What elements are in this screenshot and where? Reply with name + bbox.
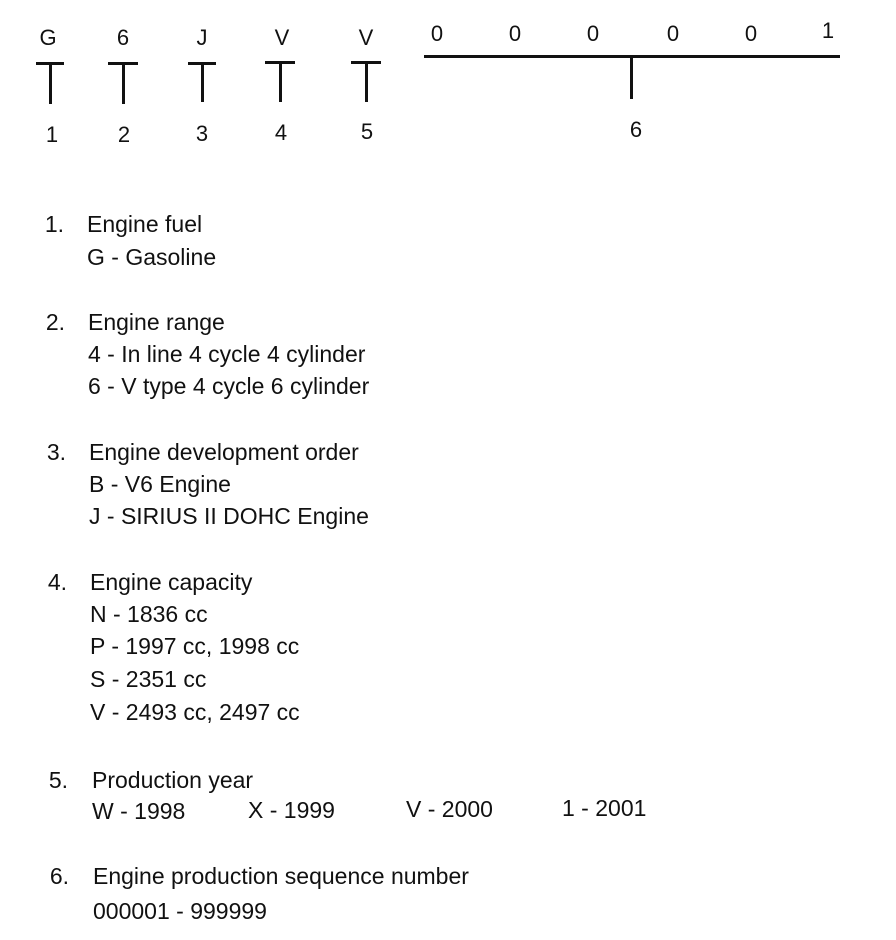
sequence-bracket-stem: [630, 55, 633, 99]
legend-line: V - 2493 cc, 2497 cc: [90, 699, 300, 725]
legend-number: 4.: [47, 569, 67, 595]
legend-line: P - 1997 cc, 1998 cc: [90, 633, 300, 659]
tee-marker-2-stem: [122, 62, 125, 104]
position-number-1: 1: [45, 122, 59, 147]
position-number-6: 6: [629, 117, 643, 142]
legend-line: 6 - V type 4 cycle 6 cylinder: [88, 373, 370, 399]
sequence-digit-5: 0: [744, 21, 758, 46]
code-char-4: V: [274, 25, 290, 50]
sequence-digit-3: 0: [586, 21, 600, 46]
legend-line: B - V6 Engine: [89, 471, 231, 497]
code-char-5: V: [358, 25, 374, 50]
position-number-2: 2: [117, 122, 131, 147]
position-number-4: 4: [274, 120, 288, 145]
year-entry-1: 1 - 2001: [562, 795, 647, 821]
code-char-3: J: [196, 25, 208, 50]
legend-number: 6.: [49, 863, 69, 889]
sequence-digit-6: 1: [821, 18, 835, 43]
code-char-2: 6: [116, 25, 130, 50]
legend-title: Engine production sequence number: [93, 863, 469, 889]
legend-title: Engine capacity: [90, 569, 253, 595]
legend-line: S - 2351 cc: [90, 666, 207, 692]
legend-line: 000001 - 999999: [93, 898, 267, 924]
legend-title: Production year: [92, 767, 254, 793]
year-entry-x: X - 1999: [248, 797, 335, 823]
legend-title: Engine development order: [89, 439, 359, 465]
position-number-3: 3: [195, 121, 209, 146]
code-char-1: G: [39, 25, 57, 50]
legend-line: 4 - In line 4 cycle 4 cylinder: [88, 341, 366, 367]
tee-marker-5-stem: [365, 61, 368, 102]
year-entry-w: W - 1998: [92, 798, 186, 824]
legend-line: N - 1836 cc: [90, 601, 208, 627]
legend-line: G - Gasoline: [87, 244, 217, 270]
legend-number: 5.: [48, 767, 68, 793]
position-number-5: 5: [360, 119, 374, 144]
sequence-digit-1: 0: [430, 21, 444, 46]
legend-title: Engine fuel: [87, 211, 203, 237]
year-entry-v: V - 2000: [406, 796, 493, 822]
sequence-digit-4: 0: [666, 21, 680, 46]
legend-line: J - SIRIUS II DOHC Engine: [89, 503, 369, 529]
sequence-digit-2: 0: [508, 21, 522, 46]
legend-number: 1.: [44, 211, 64, 237]
tee-marker-4-stem: [279, 61, 282, 102]
legend-number: 2.: [45, 309, 65, 335]
legend-title: Engine range: [88, 309, 225, 335]
legend-number: 3.: [46, 439, 66, 465]
tee-marker-3-stem: [201, 62, 204, 102]
tee-marker-1-stem: [49, 62, 52, 104]
